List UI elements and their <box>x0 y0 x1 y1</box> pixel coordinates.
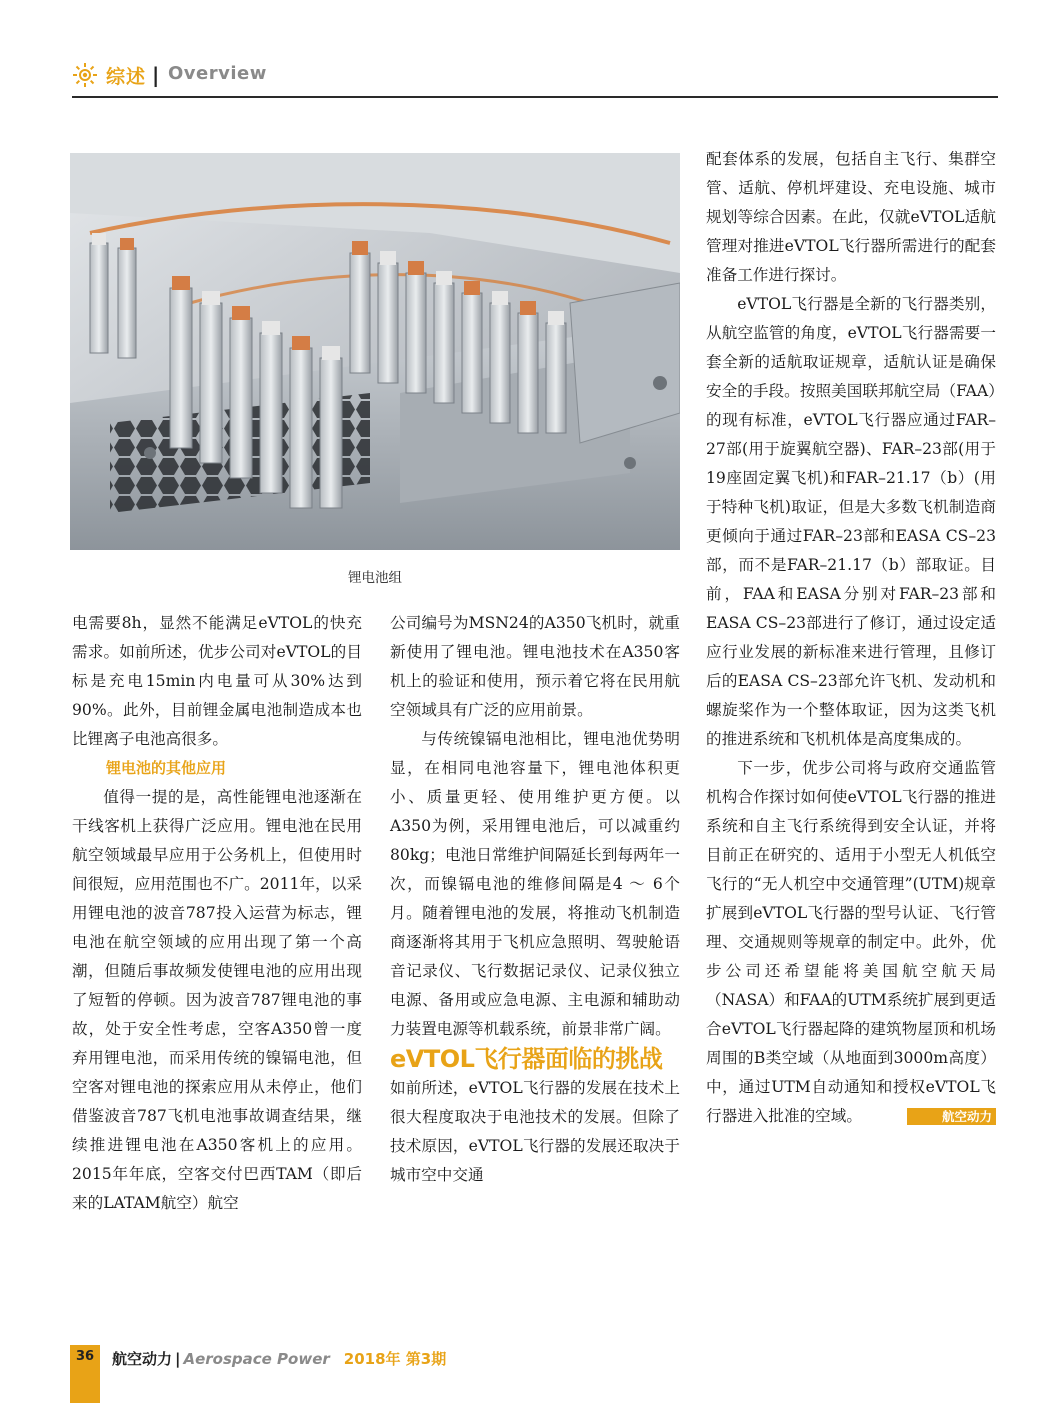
footer-journal-line <box>112 1348 446 1369</box>
section-label-en: Overview <box>168 63 267 84</box>
battery-pack-figure <box>70 153 680 550</box>
page-header <box>72 58 998 98</box>
column-1 <box>72 609 362 1218</box>
col1-paragraph-2: 值得一提的是，高性能锂电池逐渐在干线客机上获得广泛应用。锂电池在民用航空领域最早应用于公务机上，但使用时间很短，应用范围也不广。2011年，以采用锂电池的波音787投入运营为标志，锂电池在航空领域的应用出现了第一个高潮，但随后事故频发使锂电池的应用出现了短暂的停顿。因为波音787锂电池的事故，处于安全性考虑，空客A350曾一度弃用锂电池，而采用传统的镍镉电池，但空客对锂电池的探索应用从未停止，他们借鉴波音787飞机电池事故调查结果，继续推进锂电池在A350客机上的应用。2015年年底，空客交付巴西TAM（即后来的LATAM航空）航空 <box>72 788 362 1212</box>
page-number: 36 <box>75 1349 95 1364</box>
col3-paragraph-1: 配套体系的发展，包括自主飞行、集群空管、适航、停机坪建设、充电设施、城市规划等综合因素。在此，仅就eVTOL适航管理对推进eVTOL飞行器所需进行的配套准备工作进行探讨。 <box>706 150 996 284</box>
journal-name-cn: 航空动力 <box>112 1350 173 1368</box>
col3-paragraph-3 <box>706 754 996 1131</box>
col1-paragraph-1: 电需要8h，显然不能满足eVTOL的快充需求。如前所述，优步公司对eVTOL的目标是充电15min内电量可从30%达到90%。此外，目前锂金属电池制造成本也比锂离子电池高很多。 <box>72 614 362 748</box>
col2-paragraph-2: 与传统镍镉电池相比，锂电池优势明显，在相同电池容量下，锂电池体积更小、质量更轻、使用维护更方便。以A350为例，采用锂电池后，可以减重约80kg；电池日常维护间隔延长到每两年一次，而镍镉电池的维修间隔是4 ～ 6个月。随着锂电池的发展，将推动飞机制造商逐渐将其用于飞机应急照明、驾驶舱语音记录仪、飞行数据记录仪、记录仪独立电源、备用或应急电源、主电源和辅助动力装置电源等机载系统，前景非常广阔。 <box>390 730 680 1038</box>
col2-paragraph-3: 如前所述，eVTOL飞行器的发展在技术上很大程度取决于电池技术的发展。但除了技术原因，eVTOL飞行器的发展还取决于城市空中交通 <box>390 1079 680 1184</box>
section-label-cn: 综述 <box>106 66 147 88</box>
section-title-challenges: eVTOL飞行器面临的挑战 <box>390 1045 663 1073</box>
header-separator: | <box>152 63 160 87</box>
end-of-article-badge: 航空动力 <box>907 1108 996 1125</box>
col2-paragraph-1: 公司编号为MSN24的A350飞机时，就重新使用了锂电池。锂电池技术在A350客机上的验证和使用，预示着它将在民用航空领域具有广泛的应用前景。 <box>390 614 680 719</box>
issue-label: 2018年 第3期 <box>343 1350 447 1368</box>
col3-paragraph-3-text: 下一步，优步公司将与政府交通监管机构合作探讨如何使eVTOL飞行器的推进系统和自主飞行系统得到安全认证，并将目前正在研究的、适用于小型无人机低空飞行的“无人机空中交通管理”(UTM)规章扩展到eVTOL飞行器的型号认证、飞行管理、交通规则等规章的制定中。此外，优步公司还希望能将美国航空航天局（NASA）和FAA的UTM系统扩展到更适合eVTOL飞行器起降的建筑物屋顶和机场周围的B类空域（从地面到3000m高度）中，通过UTM自动通知和授权eVTOL飞行器进入批准的空域。 <box>706 759 996 1125</box>
figure-caption: 锂电池组 <box>348 570 402 586</box>
footer-separator: | <box>175 1350 181 1368</box>
battery-pack-illustration <box>70 153 680 550</box>
col3-paragraph-2: eVTOL飞行器是全新的飞行器类别，从航空监管的角度，eVTOL飞行器需要一套全新的适航取证规章，适航认证是确保安全的手段。按照美国联邦航空局（FAA）的现有标准，eVTOL飞行器应通过FAR–27部(用于旋翼航空器)、FAR–23部(用于19座固定翼飞机)和FAR–21.17（b）(用于特种飞机)取证，但是大多数飞机制造商更倾向于通过FAR–23部和EASA CS–23部，而不是FAR–21.17（b）部取证。目前，FAA和EASA分别对FAR–23部和EASA CS–23部进行了修订，通过设定适应行业发展的新标准来进行管理，且修订后的EASA CS–23部允许飞机、发动机和螺旋桨作为一个整体取证，因为这类飞机的推进系统和飞机机体是高度集成的。 <box>706 295 996 748</box>
header-rule <box>72 96 998 98</box>
column-2 <box>390 609 680 1190</box>
subheading-other-applications: 锂电池的其他应用 <box>106 759 227 777</box>
column-3 <box>706 145 996 1131</box>
sunburst-logo-icon <box>72 62 98 88</box>
journal-name-en: Aerospace Power <box>183 1350 330 1368</box>
